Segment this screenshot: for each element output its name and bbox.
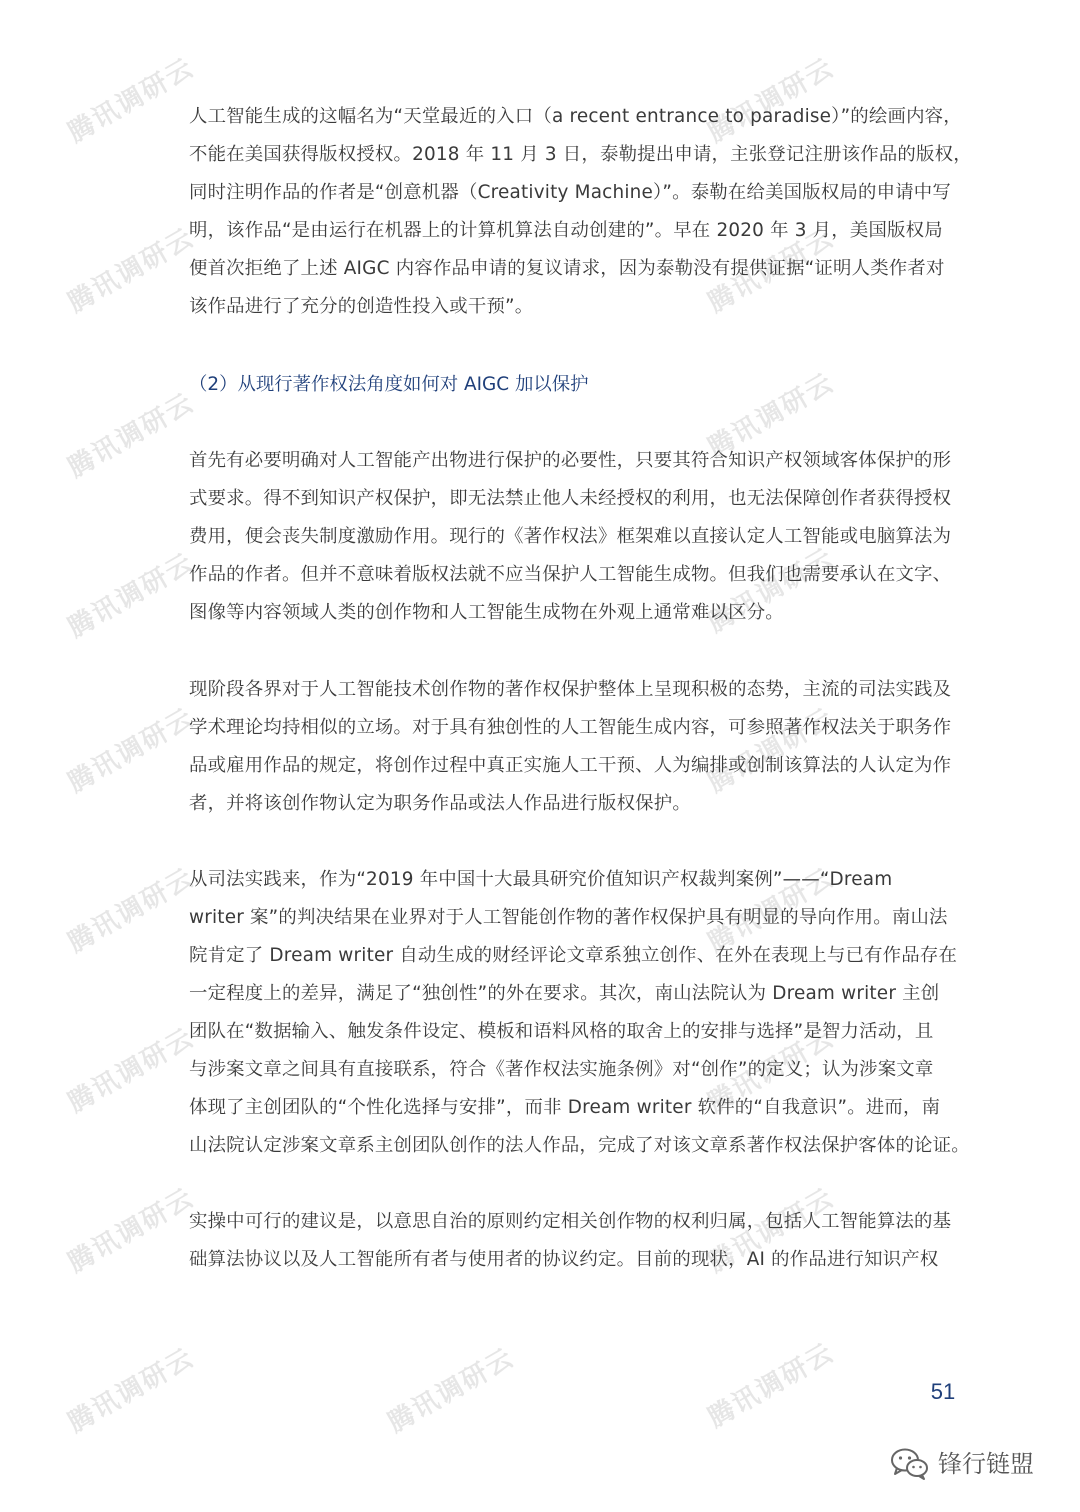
watermark: 腾讯调研云 [63,222,200,319]
watermark: 腾讯调研云 [63,52,200,149]
watermark: 腾讯调研云 [63,1342,200,1439]
text-line: 图像等内容领域人类的创作物和人工智能生成物在外观上通常难以区分。 [189,602,784,623]
watermark: 腾讯调研云 [63,862,200,959]
watermark: 腾讯调研云 [383,1342,520,1439]
page-number: 51 [930,1379,956,1404]
watermark: 腾讯调研云 [63,387,200,484]
paragraph-5 [189,1203,989,1279]
text-line: 同时注明作品的作者是“创意机器（Creativity Machine）”。泰勒在给美国版权局的申请中写 [189,182,951,203]
text-line: 作品的作者。但并不意味着版权法就不应当保护人工智能生成物。但我们也需要承认在文字、 [189,564,952,585]
text-line: 者，并将该创作物认定为职务作品或法人作品进行版权保护。 [189,793,691,814]
watermark: 腾讯调研云 [703,222,840,319]
text-line: 山法院认定涉案文章系主创团队创作的法人作品，完成了对该文章系著作权法保护客体的论证。 [189,1135,970,1156]
wechat-icon [890,1447,930,1481]
watermark: 腾讯调研云 [63,547,200,644]
watermark: 腾讯调研云 [703,1022,840,1119]
text-line: 品或雇用作品的规定，将创作过程中真正实施人工干预、人为编排或创制该算法的人认定为作 [189,755,952,776]
watermark: 腾讯调研云 [703,367,840,464]
text-line: 便首次拒绝了上述 AIGC 内容作品申请的复议请求，因为泰勒没有提供证据“证明人类作者对 [189,258,945,279]
watermark: 腾讯调研云 [703,1337,840,1434]
text-line: 费用，便会丧失制度激励作用。现行的《著作权法》框架难以直接认定人工智能或电脑算法为 [189,526,952,547]
watermark: 腾讯调研云 [63,1182,200,1279]
paragraph-2 [189,442,989,632]
watermark: 腾讯调研云 [703,702,840,799]
watermark: 腾讯调研云 [703,52,840,149]
text-line: 式要求。得不到知识产权保护，即无法禁止他人未经授权的利用，也无法保障创作者获得授权 [189,488,952,509]
wechat-account-mark [890,1444,1034,1484]
text-line: writer 案”的判决结果在业界对于人工智能创作物的著作权保护具有明显的导向作用。南山法 [189,907,948,928]
text-line: 现阶段各界对于人工智能技术创作物的著作权保护整体上呈现积极的态势，主流的司法实践及 [189,679,952,700]
paragraph-4 [189,861,989,1165]
text-line: 首先有必要明确对人工智能产出物进行保护的必要性，只要其符合知识产权领域客体保护的形 [189,450,952,471]
wechat-account-name: 锋行链盟 [938,1450,1034,1478]
text-line: 明，该作品“是由运行在机器上的计算机算法自动创建的”。早在 2020 年 3 月，美国版权局 [189,220,943,241]
text-line: 人工智能生成的这幅名为“天堂最近的入口（a recent entrance to paradise）”的绘画内容， [189,106,962,127]
paragraph-3 [189,671,989,823]
paragraph-1 [189,98,989,326]
text-line: 团队在“数据输入、触发条件设定、模板和语料风格的取舍上的安排与选择”是智力活动，且 [189,1021,934,1042]
watermark: 腾讯调研云 [703,862,840,959]
section-heading: （2）从现行著作权法角度如何对 AIGC 加以保护 [189,374,589,395]
watermark: 腾讯调研云 [63,1022,200,1119]
text-line: 与涉案文章之间具有直接联系，符合《著作权法实施条例》对“创作”的定义；认为涉案文章 [189,1059,934,1080]
watermark: 腾讯调研云 [703,542,840,639]
text-line: 不能在美国获得版权授权。2018 年 11 月 3 日，泰勒提出申请，主张登记注册该作品的版权， [189,144,972,165]
text-line: 从司法实践来，作为“2019 年中国十大最具研究价值知识产权裁判案例”——“Dream [189,869,893,890]
watermark: 腾讯调研云 [703,1182,840,1279]
text-line: 体现了主创团队的“个性化选择与安排”，而非 Dream writer 软件的“自我意识”。进而，南 [189,1097,941,1118]
text-line: 院肯定了 Dream writer 自动生成的财经评论文章系独立创作、在外在表现上与已有作品存在 [189,945,958,966]
text-line: 实操中可行的建议是，以意思自治的原则约定相关创作物的权利归属，包括人工智能算法的基 [189,1211,952,1232]
watermark: 腾讯调研云 [63,702,200,799]
text-line: 一定程度上的差异，满足了“独创性”的外在要求。其次，南山法院认为 Dream writer 主创 [189,983,940,1004]
text-line: 学术理论均持相似的立场。对于具有独创性的人工智能生成内容，可参照著作权法关于职务作 [189,717,952,738]
text-line: 础算法协议以及人工智能所有者与使用者的协议约定。目前的现状，AI 的作品进行知识产权 [189,1249,939,1270]
text-line: 该作品进行了充分的创造性投入或干预”。 [189,296,534,317]
